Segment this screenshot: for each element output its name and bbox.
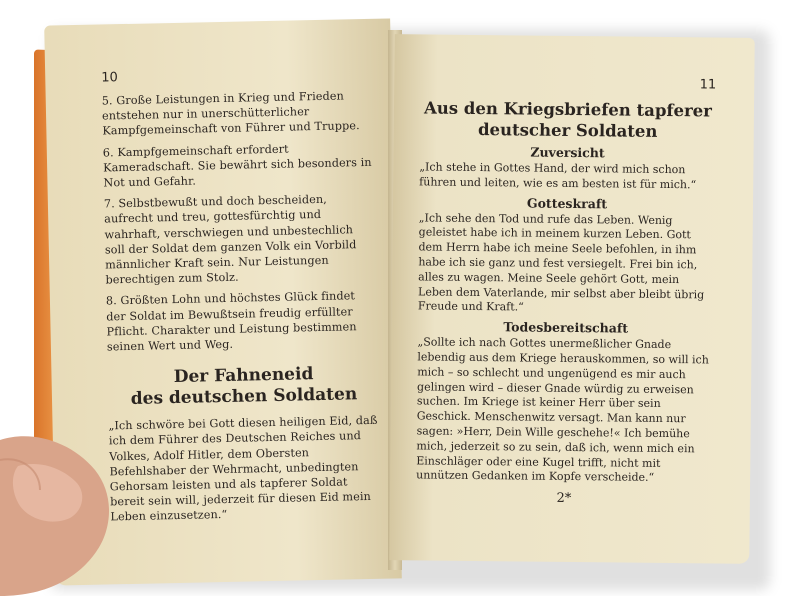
section-heading-zuversicht: Zuversicht xyxy=(530,144,605,161)
thumb-image xyxy=(0,430,120,596)
section-heading-gotteskraft: Gotteskraft xyxy=(526,195,608,211)
left-page-number: 10 xyxy=(101,70,118,86)
section-text-gotteskraft: „Ich sehe den Tod und rufe das Leben. Wenig geleistet habe ich in meinem kurzen Leben. Gott dem Herrn habe ich meine Seele befohlen, in ihm habe ich sie ganz und fest versiegelt. Frei bin ich, alles zu wagen. Meine Seele gehört Gott, mein Leben dem Vaterlande, mir selbst aber bleibt übrig Freude und Kraft.“ xyxy=(417,210,705,314)
signature-mark: 2* xyxy=(556,490,572,507)
left-item-8: 8. Größten Lohn und höchstes Glück findet der Soldat im Bewußtsein freudig erfüllter Pflicht. Charakter und Leistung bestimmen seinen Wert und Weg. xyxy=(105,289,357,354)
oath-text: „Ich schwöre bei Gott diesen heiligen Eid, daß ich dem Führer des Deutschen Reiches und Volkes, Adolf Hitler, dem Obersten Befehlshaber der Wehrmacht, unbedingten Gehorsam leisten und als tapferer Soldat bereit sein will, jederzeit für diesen Eid mein Leben einzusetzen.“ xyxy=(108,414,378,524)
right-title-line1: Aus den Kriegsbriefen tapferer xyxy=(423,98,713,121)
oath-heading xyxy=(107,363,380,411)
right-page-number: 11 xyxy=(699,77,717,93)
section-text-todesbereitschaft: „Sollte ich nach Gottes unermeßlicher Gnade lebendig aus dem Kriege herauskommen, so will ich mich – so schlecht und ungenügend es mir auch gelingen wird – dieser Gnade würdig zu erweisen suchen. Im Kriege ist keiner Herr über sein Geschick. Menschenwitz versagt. Man kann nur sagen: »Herr, Dein Wille geschehe!« Ich bemühe mich, jederzeit so zu sein, daß ich, wenn mich ein Einschläger oder eine Kugel trifft, nicht mit unnützen Gedanken im Kopfe verscheide.“ xyxy=(416,335,709,485)
right-title-line2: deutscher Soldaten xyxy=(477,120,658,141)
left-item-5: 5. Große Leistungen in Krieg und Frieden entstehen nur in unerschütterlicher Kampfgemeinschaft von Führer und Truppe. xyxy=(101,89,360,138)
section-text-zuversicht: „Ich stehe in Gottes Hand, der wird mich schon führen und leiten, wie es am besten ist für mich.“ xyxy=(419,160,697,192)
oath-heading-line2: des deutschen Soldaten xyxy=(130,384,358,410)
right-page xyxy=(389,34,754,564)
oath-heading-line1: Der Fahneneid xyxy=(173,364,314,388)
right-page-title xyxy=(420,97,716,142)
section-heading-todesbereitschaft: Todesbereitschaft xyxy=(503,319,629,336)
left-item-7: 7. Selbstbewußt und doch bescheiden, aufrecht und treu, gottesfürchtig und wahrhaft, verschwiegen und unbestechlich soll der Soldat dem ganzen Volk ein Vorbild männlicher Kraft sein. Nur Leistungen berechtigen zum Stolz. xyxy=(103,193,357,287)
left-item-6: 6. Kampfgemeinschaft erfordert Kameradschaft. Sie bewährt sich besonders in Not und Gefahr. xyxy=(102,142,372,190)
